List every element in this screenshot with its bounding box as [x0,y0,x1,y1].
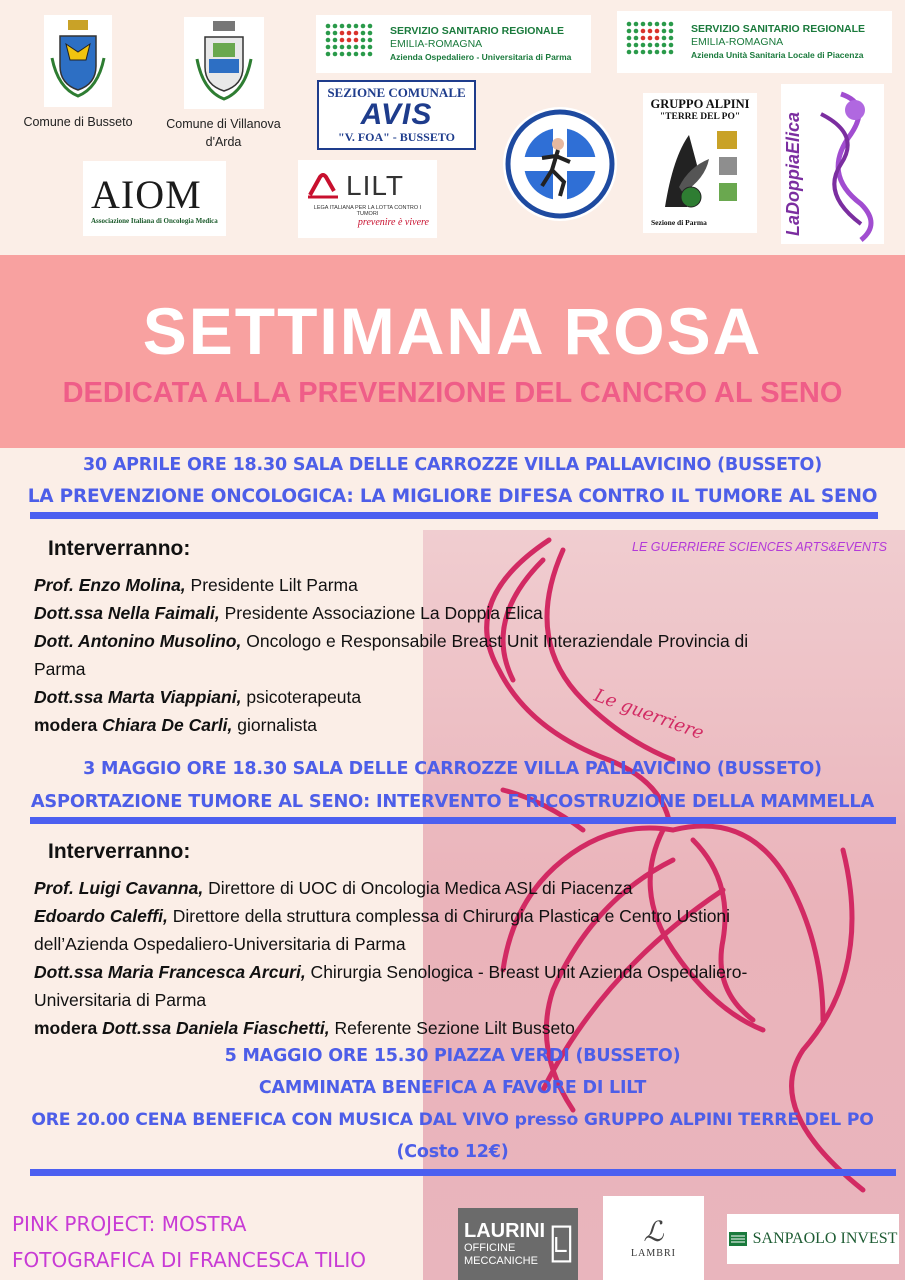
avis-bottom: "V. FOA" - BUSSETO [338,130,455,144]
event3-walk: CAMMINATA BENEFICA A FAVORE DI LILT [258,1078,647,1098]
logo-aiom [83,161,226,236]
logo-lambri [603,1196,704,1280]
speaker-line [34,603,543,624]
logo-la-doppia-elica [781,84,884,244]
speaker-line-cont: Parma [34,659,86,679]
speaker-line [34,962,747,983]
logo-gruppo-marciatori [503,107,617,221]
logo-lilt [298,160,437,238]
speaker-line-cont: dell’Azienda Ospedaliero-Universitaria di Parma [34,934,406,954]
alpini-section: Sezione di Parma [651,218,707,227]
alpini-sub: "TERRE DEL PO" [659,112,741,122]
laurini-mark-icon [551,1222,572,1266]
speaker-role: Presidente Associazione La Doppia Elica [219,603,543,623]
divider [30,817,896,824]
logo-sanpaolo-invest [727,1214,899,1264]
speaker-name: Dott.ssa Maria Francesca Arcuri, [34,962,306,982]
ssr-region: EMILIA-ROMAGNA [390,38,483,50]
lambri-monogram-icon: ℒ [643,1216,664,1248]
event2-topic: ASPORTAZIONE TUMORE AL SENO: INTERVENTO E RICOSTRUZIONE DELLA MAMMELLA [30,791,875,812]
moderator-role: giornalista [232,715,318,735]
villanova-crest-icon [184,17,264,109]
event1-speakers-heading: Interverranno: [48,537,191,560]
runner-icon [504,108,616,220]
speaker-line [34,906,730,927]
alpini-emblem-icon [655,127,745,211]
page-title: SETTIMANA ROSA [142,294,763,368]
speaker-role: Chirurgia Senologica - Breast Unit Azienda Ospedaliero- [305,962,748,982]
event3-date: 5 MAGGIO ORE 15.30 PIAZZA VERDI (BUSSETO) [224,1046,681,1066]
doppia-name: LaDoppiaElica [783,111,803,236]
logo-comune-busseto [10,14,146,132]
ssr-dots-icon [324,22,380,66]
speaker-role: Direttore di UOC di Oncologia Medica ASL di Piacenza [203,878,633,898]
sanpaolo-mark-icon [729,1232,747,1246]
speaker-name: Edoardo Caleffi, [34,906,168,926]
logo-comune-villanova [156,14,291,154]
speaker-line [34,631,748,652]
divider [30,512,878,519]
divider [30,1169,896,1176]
pink-project-line1: PINK PROJECT: MOSTRA [12,1212,247,1236]
moderator-name: Dott.ssa Daniela Fiaschetti, [102,1018,330,1038]
speaker-line [34,575,358,596]
aiom-name: AIOM [91,171,202,217]
laurini-sub1: OFFICINE [464,1242,516,1254]
moderator-name: Chiara De Carli, [102,715,233,735]
event3-cost: (Costo 12€) [396,1142,509,1162]
avis-name: AVIS [360,98,433,131]
laurini-name: LAURINI [464,1220,546,1242]
art-credit: LE GUERRIERE SCIENCES ARTS&EVENTS [632,540,887,554]
ssr-region: EMILIA-ROMAGNA [691,36,784,48]
logo-caption: Comune di Busseto [23,115,133,129]
aiom-full: Associazione Italiana di Oncologia Medica [91,216,218,225]
ssr-unit: Azienda Ospedaliero - Universitaria di Parma [390,52,572,62]
moderator-prefix: modera [34,715,103,735]
speaker-role: psicoterapeuta [241,687,362,707]
speaker-name: Dott. Antonino Musolino, [34,631,242,651]
lilt-slogan: prevenire è vivere [357,216,429,228]
ssr-unit: Azienda Unità Sanitaria Locale di Piacenza [691,50,864,60]
title-band [0,255,905,448]
speaker-role: Direttore della struttura complessa di Chirurgia Plastica e Centro Ustioni [167,906,731,926]
logo-caption [166,115,280,151]
logo-ssr-parma [316,15,591,73]
caption-line: d'Arda [205,135,242,149]
avis-top: SEZIONE COMUNALE [327,85,466,100]
event1-topic: LA PREVENZIONE ONCOLOGICA: LA MIGLIORE DIFESA CONTRO IL TUMORE AL SENO [27,486,878,507]
logo-gruppo-alpini [643,93,757,233]
event3-dinner: ORE 20.00 CENA BENEFICA CON MUSICA DAL VIVO presso GRUPPO ALPINI TERRE DEL PO [31,1110,874,1130]
logo-laurini [458,1208,578,1280]
event2-date: 3 MAGGIO ORE 18.30 SALA DELLE CARROZZE VILLA PALLAVICINO (BUSSETO) [83,759,822,779]
lilt-name: LILT [346,169,404,201]
page-subtitle: DEDICATA ALLA PREVENZIONE DEL CANCRO AL SENO [62,377,843,409]
speaker-line-cont: Universitaria di Parma [34,990,207,1010]
pink-project-line2: FOTOGRAFICA DI FRANCESCA TILIO [12,1248,366,1272]
moderator-line [34,1018,575,1039]
moderator-role: Referente Sezione Lilt Busseto [329,1018,575,1038]
event1-date: 30 APRILE ORE 18.30 SALA DELLE CARROZZE VILLA PALLAVICINO (BUSSETO) [82,455,823,475]
lilt-full: LEGA ITALIANA PER LA LOTTA CONTRO I TUMORI [313,204,422,217]
speaker-role: Oncologo e Responsabile Breast Unit Interaziendale Provincia di [241,631,749,651]
speaker-line [34,878,632,899]
ssr-title: SERVIZIO SANITARIO REGIONALE [691,23,866,35]
ssr-dots-icon [625,20,681,64]
sanpaolo-name: SANPAOLO INVEST [752,1230,898,1247]
speaker-name: Prof. Enzo Molina, [34,575,186,595]
lilt-ribbon-icon [306,173,340,199]
speaker-role: Presidente Lilt Parma [185,575,358,595]
moderator-line [34,715,317,736]
speaker-name: Prof. Luigi Cavanna, [34,878,204,898]
alpini-title: GRUPPO ALPINI [650,97,750,111]
event2-speakers-heading: Interverranno: [48,840,191,863]
svg-text:Le guerriere: Le guerriere [591,684,707,745]
laurini-sub2: MECCANICHE [464,1255,538,1267]
ssr-title: SERVIZIO SANITARIO REGIONALE [390,25,565,37]
speaker-name: Dott.ssa Marta Viappiani, [34,687,242,707]
logo-avis-busseto [317,80,476,150]
lambri-name: LAMBRI [631,1247,676,1259]
busseto-crest-icon [44,15,112,107]
moderator-prefix: modera [34,1018,103,1038]
logo-ssr-piacenza [617,11,892,73]
speaker-name: Dott.ssa Nella Faimali, [34,603,220,623]
speaker-line [34,687,361,708]
caption-line: Comune di Villanova [166,117,281,131]
